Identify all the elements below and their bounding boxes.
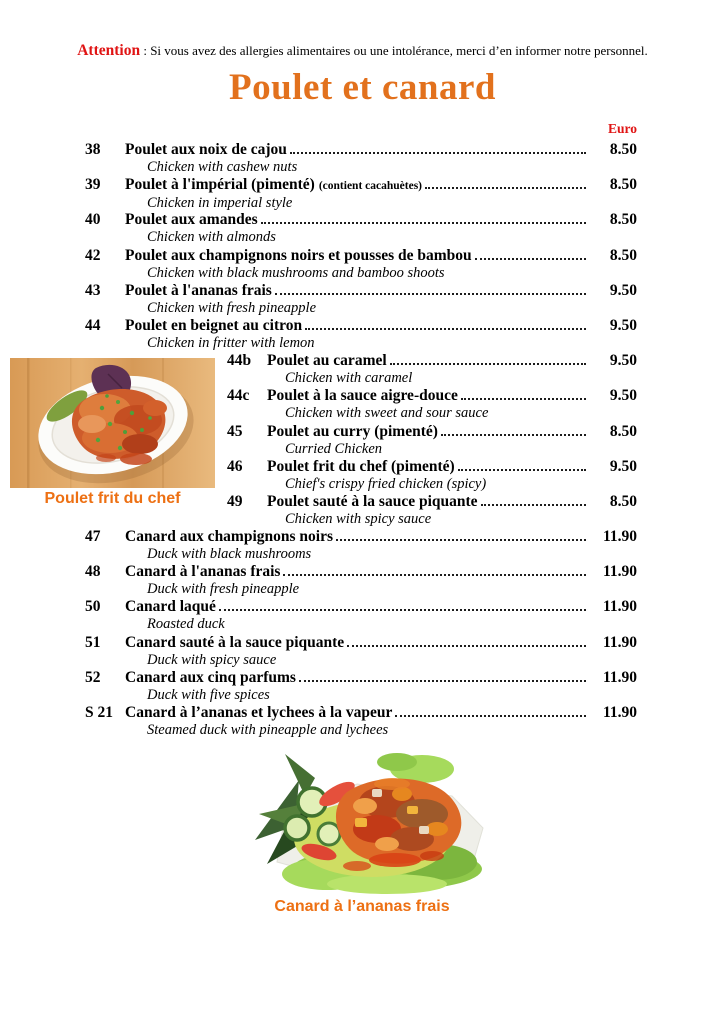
item-price: 8.50 <box>609 246 637 264</box>
item-translation: Duck with black mushrooms <box>147 546 312 563</box>
item-name: Poulet à la sauce aigre-douce <box>267 387 458 405</box>
dotted-leader <box>475 258 586 260</box>
menu-item-main-line <box>85 282 637 300</box>
dotted-leader <box>299 680 586 682</box>
item-translation: Steamed duck with pineapple and lychees <box>147 722 389 738</box>
item-translation: Chicken with black mushrooms and bamboo shoots <box>147 264 445 281</box>
item-name: Poulet sauté à la sauce piquante <box>267 492 478 510</box>
menu-item-row <box>85 634 637 669</box>
item-name: Canard sauté à la sauce piquante <box>125 633 345 651</box>
item-number: 47 <box>85 528 101 546</box>
item-price: 8.50 <box>609 422 637 440</box>
dotted-leader <box>461 398 586 400</box>
item-price: 11.90 <box>602 704 637 721</box>
menu-item-main-line <box>85 141 637 159</box>
item-price: 11.90 <box>602 668 637 686</box>
menu-item-main-line <box>227 458 637 476</box>
canard-ananas-photo <box>237 744 487 896</box>
menu-item-row <box>85 598 637 633</box>
dotted-leader <box>261 222 586 224</box>
item-translation: Chicken with fresh pineapple <box>147 299 317 316</box>
canard-ananas-caption: Canard à l’ananas frais <box>274 898 450 915</box>
menu-item-main-line <box>227 423 637 441</box>
menu-item-row <box>227 458 637 493</box>
item-name: Poulet au caramel <box>267 352 387 370</box>
item-number: S 21 <box>85 704 113 721</box>
menu-item-main-line <box>85 669 637 687</box>
menu-item-main-line <box>85 247 637 265</box>
item-name: Poulet aux champignons noirs et pousses de bambou <box>125 246 472 264</box>
allergy-notice-label: Attention <box>77 42 141 59</box>
item-translation: Duck with spicy sauce <box>147 651 277 668</box>
dotted-leader <box>305 328 586 330</box>
item-price: 9.50 <box>609 281 637 299</box>
item-price: 9.50 <box>609 457 637 475</box>
item-number: 50 <box>85 598 101 616</box>
menu-item-main-line <box>227 493 637 511</box>
poulet-frit-photo <box>10 358 215 488</box>
item-number: 39 <box>85 176 101 194</box>
item-number: 44b <box>227 352 252 370</box>
item-name: Poulet au curry (pimenté) <box>267 422 438 440</box>
dotted-leader <box>283 574 586 576</box>
menu-item-row <box>85 669 637 704</box>
menu-item-row <box>227 352 637 387</box>
allergy-notice-text: : Si vous avez des allergies alimentaires ou une intolérance, merci d’en informer notre personnel. <box>140 43 648 58</box>
item-price: 9.50 <box>609 387 637 405</box>
item-number: 38 <box>85 141 101 158</box>
menu-item-row <box>85 141 637 176</box>
menu-item-row <box>85 704 637 739</box>
menu-item-row <box>227 423 637 458</box>
item-price: 9.50 <box>609 352 637 370</box>
item-translation: Roasted duck <box>147 616 225 633</box>
menu-item-row <box>227 493 637 528</box>
menu-item-main-line <box>227 352 637 370</box>
item-number: 49 <box>227 492 243 510</box>
item-translation: Duck with fresh pineapple <box>147 581 300 598</box>
menu-item-main-line <box>85 211 637 229</box>
item-number: 43 <box>85 281 101 299</box>
item-price: 8.50 <box>609 211 637 229</box>
item-name: Canard aux champignons noirs <box>125 528 334 546</box>
dotted-leader <box>336 539 586 541</box>
item-price: 11.90 <box>602 528 637 546</box>
page-title: Poulet et canard <box>229 67 496 108</box>
item-name: Poulet à l'ananas frais <box>125 281 272 299</box>
menu-item-row <box>85 317 637 352</box>
menu-item-row <box>85 563 637 598</box>
menu-item-row <box>85 176 637 211</box>
dotted-leader <box>458 469 586 471</box>
dotted-leader <box>441 434 586 436</box>
item-translation: Chicken with spicy sauce <box>285 510 432 527</box>
menu-item-main-line <box>85 528 637 546</box>
menu-item-row <box>85 211 637 246</box>
menu-item-main-line <box>85 176 637 195</box>
item-price: 8.50 <box>609 492 637 510</box>
item-number: 52 <box>85 668 101 686</box>
item-price: 8.50 <box>609 176 637 194</box>
item-number: 45 <box>227 422 243 440</box>
menu-item-main-line <box>85 563 637 581</box>
item-translation: Chicken with sweet and sour sauce <box>285 405 489 422</box>
item-note: (contient cacahuètes) <box>318 180 422 193</box>
item-number: 40 <box>85 211 101 229</box>
menu-item-main-line <box>85 704 637 722</box>
item-translation: Chicken with caramel <box>285 370 413 387</box>
dotted-leader <box>219 609 586 611</box>
item-price: 11.90 <box>602 633 637 651</box>
item-name: Poulet en beignet au citron <box>125 316 303 334</box>
item-number: 44c <box>227 387 250 405</box>
item-name: Poulet aux amandes <box>125 211 258 229</box>
item-translation: Chief's crispy fried chicken (spicy) <box>285 475 487 492</box>
menu-item-main-line <box>227 387 637 405</box>
poulet-frit-caption: Poulet frit du chef <box>44 490 181 507</box>
item-name: Poulet frit du chef (pimenté) <box>267 457 455 475</box>
item-name: Poulet à l'impérial (pimenté) <box>125 176 315 194</box>
dotted-leader <box>481 504 586 506</box>
item-number: 51 <box>85 633 101 651</box>
photo-canard-ananas-figure <box>237 744 487 916</box>
dotted-leader <box>425 187 586 189</box>
item-name: Canard à l’ananas et lychees à la vapeur <box>125 704 393 721</box>
dotted-leader <box>390 363 586 365</box>
menu-item-main-line <box>85 634 637 652</box>
currency-column-header: Euro <box>607 121 637 136</box>
item-name: Canard aux cinq parfums <box>125 668 296 686</box>
item-translation: Chicken in fritter with lemon <box>147 334 315 351</box>
menu-item-row <box>85 247 637 282</box>
item-name: Poulet aux noix de cajou <box>125 141 287 158</box>
item-translation: Duck with five spices <box>147 686 270 703</box>
menu-item-row <box>227 387 637 422</box>
item-translation: Chicken in imperial style <box>147 195 293 212</box>
item-translation: Curried Chicken <box>285 440 383 457</box>
menu-item-row <box>85 528 637 563</box>
menu-item-main-line <box>85 598 637 616</box>
photo-poulet-frit-figure <box>10 358 215 508</box>
allergy-notice <box>0 42 725 60</box>
item-number: 48 <box>85 563 101 581</box>
item-number: 42 <box>85 246 101 264</box>
item-translation: Chicken with almonds <box>147 229 276 246</box>
menu-item-main-line <box>85 317 637 335</box>
dotted-leader <box>290 152 586 154</box>
item-number: 44 <box>85 316 101 334</box>
item-price: 11.90 <box>602 563 637 581</box>
menu-item-row <box>85 282 637 317</box>
dotted-leader <box>347 645 586 647</box>
item-translation: Chicken with cashew nuts <box>147 159 298 175</box>
item-price: 9.50 <box>609 316 637 334</box>
item-price: 8.50 <box>609 141 637 158</box>
item-number: 46 <box>227 457 243 475</box>
item-name: Canard laqué <box>125 598 216 616</box>
dotted-leader <box>275 293 586 295</box>
item-price: 11.90 <box>602 598 637 616</box>
dotted-leader <box>395 715 586 717</box>
item-name: Canard à l'ananas frais <box>125 563 281 581</box>
